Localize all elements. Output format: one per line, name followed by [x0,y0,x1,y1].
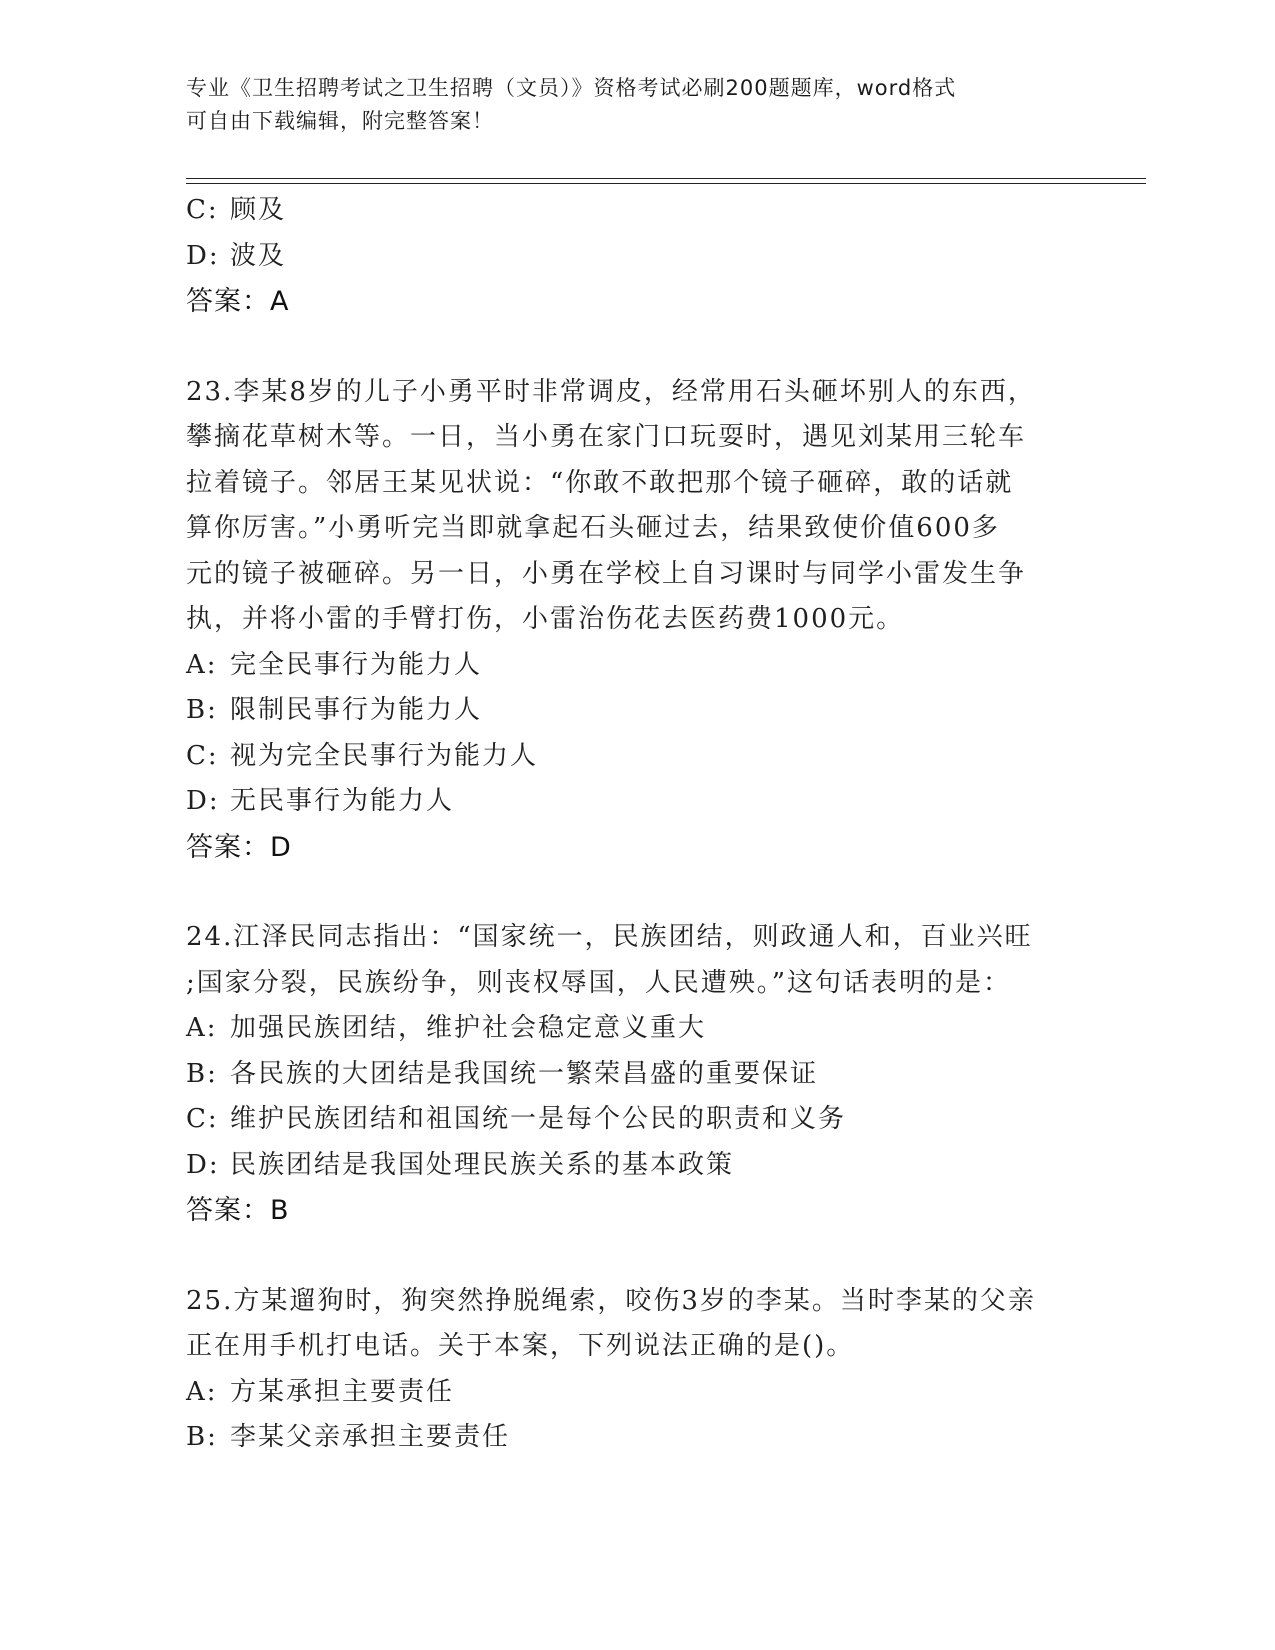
option-key: C: [186,1104,219,1134]
option-text: 李某父亲承担主要责任 [230,1422,511,1452]
question-24-block [186,915,1106,1234]
answer-line: 答案：A [186,286,290,317]
header-title-line-1: 专业《卫生招聘考试之卫生招聘（文员）》资格考试必刷200题题库，word格式 [186,76,957,100]
option-text: 顾及 [230,195,287,225]
question-content [186,188,1106,1461]
question-stem-line: 24.江泽民同志指出：“国家统一，民族团结，则政通人和，百业兴旺 [186,922,1033,952]
answer-line: 答案：B [186,1195,290,1226]
option-text: 波及 [230,240,287,271]
document-header [186,72,1086,138]
question-23-block [186,370,1106,871]
option-key: D: [186,240,220,271]
spacer [186,870,1106,915]
question-stem-line: 拉着镜子。邻居王某见状说：“你敢不敢把那个镜子砸碎，敢的话就 [186,467,1014,498]
spacer [186,1234,1106,1279]
option-text: 各民族的大团结是我国统一繁荣昌盛的重要保证 [230,1058,819,1089]
option-key: A: [186,1013,218,1043]
option-text: 无民事行为能力人 [230,786,455,816]
option-text: 视为完全民事行为能力人 [230,740,539,771]
option-key: A: [186,1376,218,1407]
answer-line: 答案：D [186,831,292,863]
option-c [186,188,1106,234]
question-stem-line: ;国家分裂，民族纷争，则丧权辱国，人民遭殃。”这句话表明的是： [186,967,1012,998]
option-text: 加强民族团结，维护社会稳定意义重大 [230,1013,707,1043]
option-text: 维护民族团结和祖国统一是每个公民的职责和义务 [230,1104,847,1134]
question-stem-line: 元的镜子被砸碎。另一日，小勇在学校上自习课时与同学小雷发生争 [186,558,1027,589]
prev-question-block [186,188,1106,325]
option-d [186,779,1106,825]
option-text: 限制民事行为能力人 [230,695,483,725]
header-divider-bottom [186,183,1146,184]
question-stem-line: 算你厉害。”小勇听完当即就拿起石头砸过去，结果致使价值600多 [186,513,1000,543]
option-key: B: [186,1058,218,1089]
question-stem-line: 25.方某遛狗时，狗突然挣脱绳索，咬伤3岁的李某。当时李某的父亲 [186,1285,1036,1316]
header-divider-top [186,178,1146,179]
option-a [186,1006,1106,1052]
option-key: B: [186,695,218,725]
option-d [186,1143,1106,1189]
option-d [186,234,1106,280]
option-b [186,1052,1106,1098]
question-stem-line: 23.李某8岁的儿子小勇平时非常调皮，经常用石头砸坏别人的东西， [186,376,1036,407]
option-b [186,1415,1106,1461]
option-text: 完全民事行为能力人 [230,649,483,680]
spacer [186,325,1106,370]
question-stem-line: 攀摘花草树木等。一日，当小勇在家门口玩耍时，遇见刘某用三轮车 [186,422,1027,452]
option-key: A: [186,649,218,680]
option-text: 方某承担主要责任 [230,1376,455,1407]
option-a [186,643,1106,689]
option-key: C: [186,195,219,225]
option-c [186,734,1106,780]
option-key: B: [186,1422,218,1452]
option-a [186,1370,1106,1416]
question-25-block [186,1279,1106,1461]
option-key: C: [186,740,219,771]
option-text: 民族团结是我国处理民族关系的基本政策 [230,1149,735,1180]
option-key: D: [186,786,220,816]
question-stem-line: 执，并将小雷的手臂打伤，小雷治伤花去医药费1000元。 [186,604,905,634]
option-b [186,688,1106,734]
option-key: D: [186,1149,220,1180]
question-stem-line: 正在用手机打电话。关于本案，下列说法正确的是()。 [186,1331,855,1361]
header-title-line-2: 可自由下载编辑，附完整答案！ [186,109,494,133]
option-c [186,1097,1106,1143]
